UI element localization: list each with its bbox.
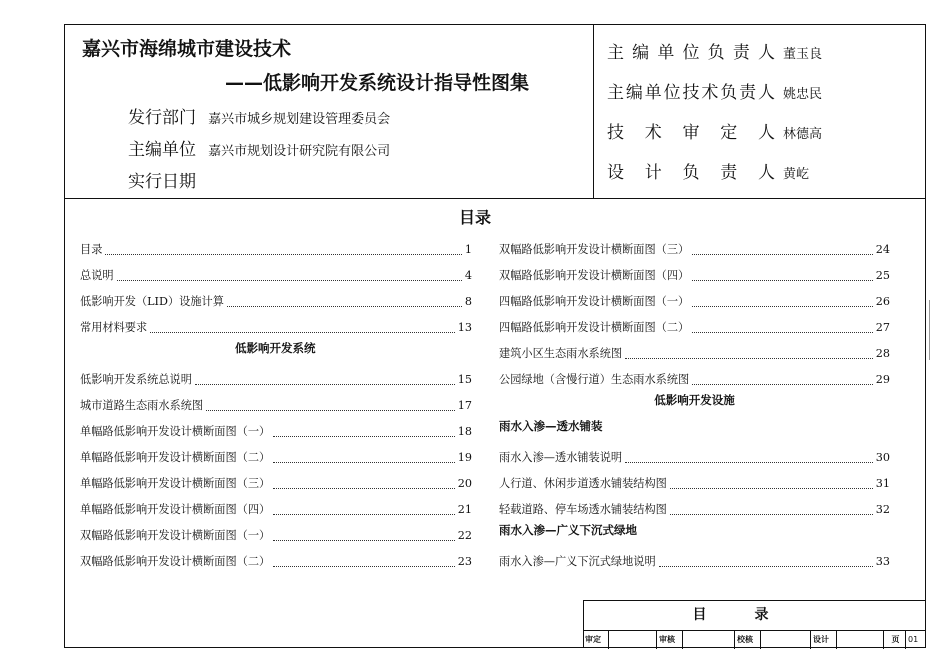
toc-entry-page: 18 xyxy=(457,425,472,438)
leader-dots xyxy=(692,332,873,333)
toc-entry-label: 低影响开发（LID）设施计算 xyxy=(80,295,224,308)
responsible-name: 董玉良 xyxy=(783,47,823,62)
responsible-name: 林德高 xyxy=(783,127,823,142)
toc-entry[interactable] xyxy=(499,468,890,494)
toc-entry-label: 雨水入渗—广义下沉式绿地说明 xyxy=(499,555,656,568)
title-block-signatures xyxy=(583,630,926,649)
leader-dots xyxy=(273,436,455,437)
tb-cell: 审定 xyxy=(583,631,609,649)
toc-title: 目录 xyxy=(458,208,491,227)
tb-cell: 01 xyxy=(908,635,919,644)
header-column-divider xyxy=(593,24,594,198)
leader-dots xyxy=(625,358,873,359)
responsible-label: 主编单位负责人 xyxy=(607,43,775,63)
leader-dots xyxy=(692,384,873,385)
responsible-row xyxy=(607,78,822,103)
toc-entry-label: 常用材料要求 xyxy=(80,321,148,334)
toc-entry-page: 21 xyxy=(457,503,472,516)
toc-entry-page: 28 xyxy=(875,347,890,360)
toc-entry[interactable] xyxy=(80,546,472,572)
leader-dots xyxy=(206,410,455,411)
toc-entry-page: 1 xyxy=(464,243,472,256)
toc-entry-page: 8 xyxy=(464,295,472,308)
margin-mark xyxy=(929,300,930,360)
toc-entry[interactable] xyxy=(80,442,472,468)
toc-section-heading: 雨水入渗—广义下沉式绿地 xyxy=(499,523,637,537)
leader-dots xyxy=(273,488,455,489)
toc-entry[interactable] xyxy=(499,234,890,260)
toc-entry[interactable] xyxy=(499,260,890,286)
toc-entry-page: 30 xyxy=(875,451,890,464)
leader-dots xyxy=(273,462,455,463)
tb-cell xyxy=(761,631,811,649)
leader-dots xyxy=(670,488,873,489)
title-line-1: 嘉兴市海绵城市建设技术 xyxy=(82,38,292,60)
toc-entry-label: 雨水入渗—透水铺装说明 xyxy=(499,451,623,464)
toc-section-heading: 低影响开发系统 xyxy=(235,341,316,355)
issuer-label: 发行部门 xyxy=(128,108,196,128)
toc-entry-label: 单幅路低影响开发设计横断面图（四） xyxy=(80,503,271,516)
toc-entry[interactable] xyxy=(80,364,472,390)
toc-entry-label: 双幅路低影响开发设计横断面图（三） xyxy=(499,243,690,256)
toc-entry[interactable] xyxy=(80,390,472,416)
leader-dots xyxy=(692,306,873,307)
toc-entry-page: 15 xyxy=(457,373,472,386)
toc-entry[interactable] xyxy=(499,494,890,520)
toc-entry-page: 29 xyxy=(875,373,890,386)
toc-entry-page: 25 xyxy=(875,269,890,282)
editor-value: 嘉兴市规划设计研究院有限公司 xyxy=(208,144,391,159)
toc-entry[interactable] xyxy=(80,234,472,260)
toc-entry[interactable] xyxy=(80,286,472,312)
toc-entry-label: 轻载道路、停车场透水铺装结构图 xyxy=(499,503,667,516)
toc-entry-label: 双幅路低影响开发设计横断面图（四） xyxy=(499,269,690,282)
toc-entry[interactable] xyxy=(80,416,472,442)
toc-entry-page: 13 xyxy=(457,321,472,334)
tb-cell xyxy=(609,631,657,649)
toc-section-heading: 低影响开发设施 xyxy=(654,393,735,407)
toc-entry-page: 24 xyxy=(875,243,890,256)
toc-entry-page: 32 xyxy=(875,503,890,516)
toc-right-column xyxy=(499,234,890,572)
toc-entry[interactable] xyxy=(499,312,890,338)
toc-entry-page: 4 xyxy=(464,269,472,282)
leader-dots xyxy=(227,306,462,307)
tb-cell: 设计 xyxy=(811,631,837,649)
toc-section-heading: 雨水入渗—透水铺装 xyxy=(499,419,603,433)
toc-entry-label: 单幅路低影响开发设计横断面图（三） xyxy=(80,477,271,490)
toc-entry[interactable] xyxy=(80,494,472,520)
title-line-2: ——低影响开发系统设计指导性图集 xyxy=(225,72,530,94)
toc-entry-page: 33 xyxy=(875,555,890,568)
responsible-row xyxy=(607,118,822,143)
responsible-label: 技术审定人 xyxy=(607,123,775,143)
tb-cell: 校核 xyxy=(735,631,761,649)
leader-dots xyxy=(692,254,873,255)
toc-entry[interactable] xyxy=(499,442,890,468)
tb-cell: 审核 xyxy=(657,631,683,649)
toc-entry-label: 总说明 xyxy=(80,269,114,282)
toc-entry-label: 四幅路低影响开发设计横断面图（二） xyxy=(499,321,690,334)
issuer-value: 嘉兴市城乡规划建设管理委员会 xyxy=(208,112,391,127)
leader-dots xyxy=(273,566,455,567)
leader-dots xyxy=(273,514,455,515)
toc-entry-label: 双幅路低影响开发设计横断面图（一） xyxy=(80,529,271,542)
responsible-name: 姚忠民 xyxy=(783,87,823,102)
toc-entry-label: 四幅路低影响开发设计横断面图（一） xyxy=(499,295,690,308)
toc-entry[interactable] xyxy=(499,338,890,364)
date-label: 实行日期 xyxy=(128,172,196,192)
leader-dots xyxy=(670,514,873,515)
responsible-name: 黄屹 xyxy=(783,167,810,182)
toc-entry[interactable] xyxy=(80,260,472,286)
tb-cell xyxy=(683,631,735,649)
tb-cell xyxy=(837,631,884,649)
toc-entry-label: 低影响开发系统总说明 xyxy=(80,373,192,386)
toc-entry[interactable] xyxy=(80,468,472,494)
leader-dots xyxy=(625,462,873,463)
toc-entry[interactable] xyxy=(80,312,472,338)
toc-entry-label: 单幅路低影响开发设计横断面图（二） xyxy=(80,451,271,464)
responsible-row xyxy=(607,158,809,183)
responsible-label: 设计负责人 xyxy=(607,163,775,183)
leader-dots xyxy=(117,280,462,281)
toc-entry[interactable] xyxy=(80,520,472,546)
toc-entry[interactable] xyxy=(499,364,890,390)
toc-entry[interactable] xyxy=(499,546,890,572)
leader-dots xyxy=(692,280,873,281)
responsible-row xyxy=(607,38,822,63)
toc-entry-page: 26 xyxy=(875,295,890,308)
toc-entry-page: 19 xyxy=(457,451,472,464)
toc-entry-label: 公园绿地（含慢行道）生态雨水系统图 xyxy=(499,373,690,386)
toc-entry-page: 22 xyxy=(457,529,472,542)
toc-entry-page: 20 xyxy=(457,477,472,490)
leader-dots xyxy=(659,566,873,567)
toc-entry[interactable] xyxy=(499,286,890,312)
issuer-row xyxy=(128,103,390,128)
toc-entry-page: 23 xyxy=(457,555,472,568)
header-divider xyxy=(64,198,926,199)
toc-entry-label: 建筑小区生态雨水系统图 xyxy=(499,347,623,360)
tb-cell: 页 xyxy=(884,631,906,649)
toc-entry-label: 双幅路低影响开发设计横断面图（二） xyxy=(80,555,271,568)
leader-dots xyxy=(150,332,455,333)
leader-dots xyxy=(273,540,455,541)
date-row xyxy=(128,167,204,192)
editor-row xyxy=(128,135,390,160)
title-block-title: 目录 xyxy=(692,607,817,623)
leader-dots xyxy=(105,254,461,255)
toc-entry-label: 目录 xyxy=(80,243,103,256)
toc-entry-label: 单幅路低影响开发设计横断面图（一） xyxy=(80,425,271,438)
responsible-label: 主编单位技术负责人 xyxy=(607,83,775,103)
toc-left-column xyxy=(80,234,472,572)
toc-entry-label: 人行道、休闲步道透水铺装结构图 xyxy=(499,477,667,490)
toc-entry-page: 17 xyxy=(457,399,472,412)
toc-entry-page: 27 xyxy=(875,321,890,334)
leader-dots xyxy=(195,384,455,385)
toc-entry-label: 城市道路生态雨水系统图 xyxy=(80,399,204,412)
editor-label: 主编单位 xyxy=(128,140,196,160)
toc-entry-page: 31 xyxy=(875,477,890,490)
